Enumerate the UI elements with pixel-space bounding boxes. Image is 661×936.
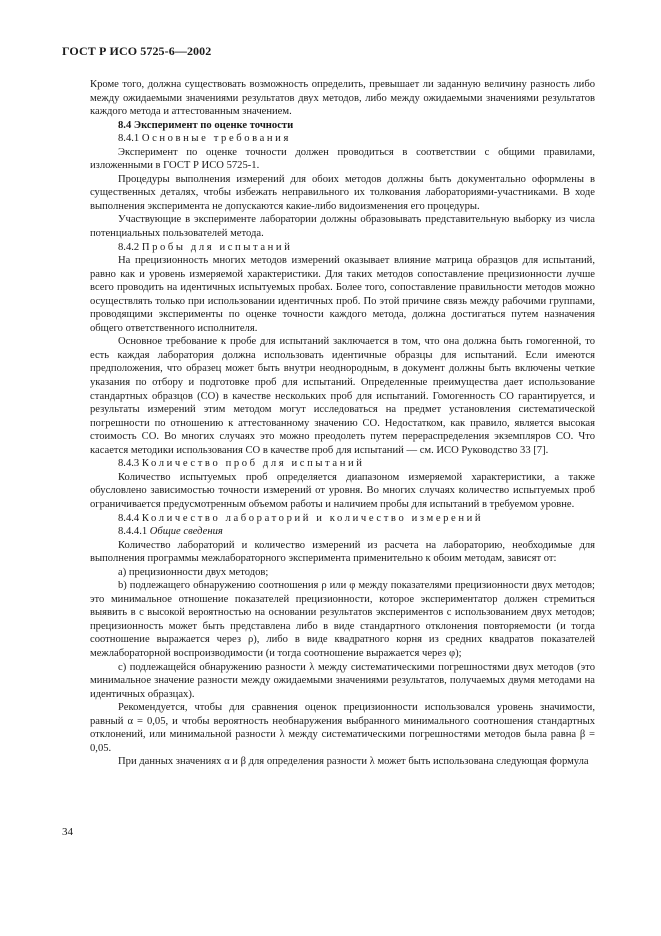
paragraph	[90, 173, 595, 214]
paragraph	[90, 132, 595, 146]
page-header-standard-id: ГОСТ Р ИСО 5725-6—2002	[62, 44, 212, 58]
paragraph	[90, 539, 595, 566]
paragraph	[90, 241, 595, 255]
paragraph	[90, 755, 595, 769]
paragraph-text: Рекомендуется, чтобы для сравнения оценок прецизионности использовался уровень значимости, равный α = 0,05, и чтобы вероятность необнаружения выбранного минимального соотношения стандартных отклонений, или минимальной разности λ между систематическими погрешностями методов была равна β = 0,05.	[90, 702, 595, 754]
paragraph	[90, 335, 595, 457]
paragraph	[90, 512, 595, 526]
paragraph	[90, 701, 595, 755]
paragraph-text: Процедуры выполнения измерений для обоих методов должны быть документально оформлены в существенных деталях, чтобы избежать неправильного их толкования лабораториями-участниками. В ходе выполнения эксперимента не допускаются какие-либо видоизменения его процедуры.	[90, 173, 595, 212]
paragraph	[90, 78, 595, 119]
paragraph-text: Количество лабораторий и количество измерений из расчета на лабораторию, необходимые для выполнения программы межлабораторного эксперимента применительно к обоим методам, зависят от:	[90, 539, 595, 565]
paragraph	[90, 457, 595, 471]
paragraph	[90, 661, 595, 702]
paragraph-text: a) прецизионности двух методов;	[118, 566, 269, 578]
paragraph-text: Эксперимент по оценке точности должен проводиться в соответствии с общими правилами, изложенными в ГОСТ Р ИСО 5725-1.	[90, 146, 595, 172]
page-number: 34	[62, 826, 73, 838]
paragraph-text: Участвующие в эксперименте лаборатории должны образовывать представительную выборку из числа потенциальных пользователей метода.	[90, 214, 595, 240]
paragraph	[90, 566, 595, 580]
paragraph-text: На прецизионность многих методов измерений оказывает влияние матрица образцов для испытаний, равно как и уровень измеряемой характеристики. Для таких методов сопоставление прецизионности лучше всего проводить на идентичных испытуемых пробах. Более того, сопоставление правильности методов можно осуществлять только при использовании идентичных проб. По этой причине связь между рабочими группами, проводящими эксперименты по оценке точности каждого метода, должна достигаться путем назначения общего ответственного исполнителя.	[90, 255, 595, 334]
paragraph-text: 8.4.4.1	[118, 526, 150, 538]
paragraph	[90, 471, 595, 512]
paragraph-text: При данных значениях α и β для определения разности λ может быть использована следующая формула	[118, 756, 589, 768]
paragraph-text: 8.4.2	[118, 241, 142, 253]
subsection-heading: Основные требования	[141, 133, 291, 145]
paragraph	[90, 254, 595, 335]
paragraph-text: b) подлежащего обнаружению соотношения ρ или φ между показателями прецизионности двух методов; это минимальное отношение показателей прецизионности, которое экспериментатор должен стремиться выявить в с высокой вероятностью на основании результатов экспериментов с использованием двух методов; прецизионность может быть представлена либо в виде стандартного отклонения повторяемости (и тогда соотношение выражается через ρ), либо в виде квадратного корня из средних квадратов показателей межлабораторной воспроизводимости (и тогда соотношение выражается через φ);	[90, 580, 595, 659]
subsection-heading: Количество лабораторий и количество измерений	[141, 512, 484, 524]
paragraph	[90, 146, 595, 173]
paragraph-text: Количество испытуемых проб определяется диапазоном измеряемой характеристики, а также обусловлено зависимостью точности измерений от уровня. Во многих случаях количество испытуемых проб ограничивается предусмотренным объемом работы и наличием пробы для испытаний в требуемом уровне.	[90, 471, 595, 510]
paragraph	[90, 579, 595, 660]
paragraph	[90, 213, 595, 240]
paragraph-text: 8.4.1	[118, 133, 142, 145]
document-body	[90, 78, 595, 769]
paragraph-text: c) подлежащейся обнаружению разности λ между систематическими погрешностями двух методов (это минимальное значение разности между ожидаемыми значениями результатов, получаемых двумя методами на идентичных образцах).	[90, 661, 595, 700]
paragraph-text: Кроме того, должна существовать возможность определить, превышает ли заданную величину разность либо между ожидаемыми значениями результатов двух методов, либо между ожидаемыми значениями результатов каждого метода и аттестованным значением.	[90, 79, 595, 118]
section-heading: 8.4 Эксперимент по оценке точности	[118, 119, 294, 131]
paragraph	[90, 525, 595, 539]
subsection-heading: Пробы для испытаний	[141, 241, 293, 253]
paragraph	[90, 119, 595, 133]
paragraph-text: 8.4.4	[118, 512, 142, 524]
subsection-title: Общие сведения	[149, 526, 223, 538]
subsection-heading: Количество проб для испытаний	[141, 458, 365, 470]
paragraph-text: 8.4.3	[118, 458, 142, 470]
paragraph-text: Основное требование к пробе для испытаний заключается в том, что она должна быть гомогенной, то есть каждая лаборатория должна использовать идентичные образцы для испытаний. Если имеются предположения, что образец может быть внутри неоднородным, в документ должны быть включены четкие указания по отбору и подготовке проб для испытаний. Определенные преимущества дает использование стандартных образцов (СО) в качестве нескольких проб для испытаний. Гомогенность СО гарантируется, и результаты измерений этим методом могут исследоваться на предмет установления систематической погрешности по отношению к аттестованному значению СО. Недостатком, как правило, является высокая стоимость СО. Во многих случаях это можно преодолеть путем перераспределения экземпляров СО. Что касается методики использования СО в качестве проб для испытаний — см. ИСО Руководство 33 [7].	[90, 336, 595, 456]
